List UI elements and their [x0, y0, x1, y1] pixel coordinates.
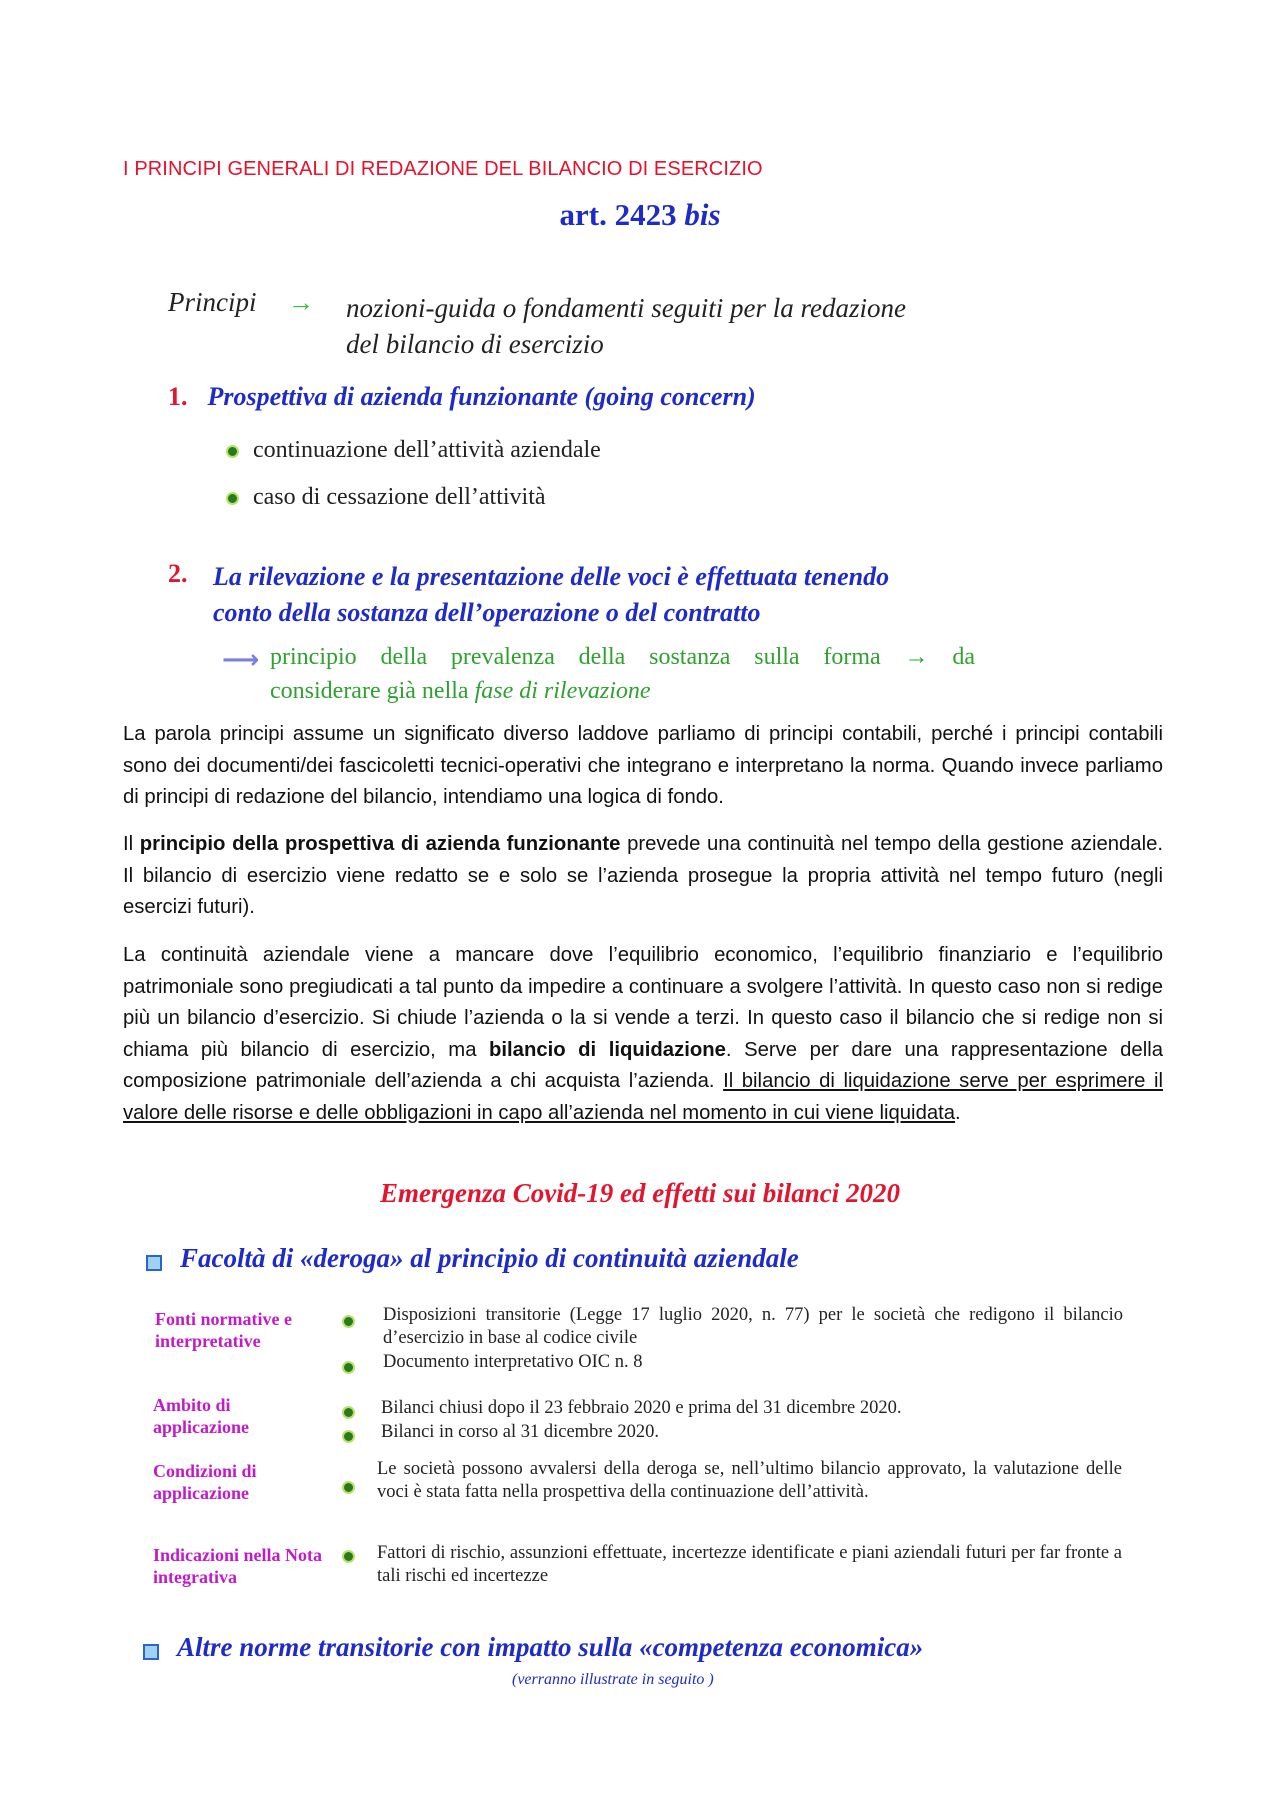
- principi-definition-line1: nozioni-guida o fondamenti seguiti per la redazione: [346, 293, 906, 323]
- principle-1: [168, 379, 756, 415]
- row-label-indicazioni: Indicazioni nella Nota integrativa: [153, 1545, 323, 1587]
- row-item-fonti-1: Disposizioni transitorie (Legge 17 luglio 2020, n. 77) per le società che redigono il bilancio d’esercizio in base al codice civile: [383, 1305, 1123, 1348]
- principle-1-bullet: continuazione dell’attività aziendale: [226, 437, 601, 464]
- row-item-ambito-1: Bilanci chiusi dopo il 23 febbraio 2020 e prima del 31 dicembre 2020.: [381, 1398, 902, 1418]
- bullet-dot-icon: [342, 1479, 369, 1497]
- bullet-dot-icon: [342, 1313, 369, 1331]
- principle-1-heading: Prospettiva di azienda funzionante (going concern): [207, 382, 756, 411]
- paragraph-1: La parola principi assume un significato diverso laddove parliamo di principi contabili, perché i principi contabili sono dei documenti/dei fascicoletti tecnici-operativi che integrano e interpretano la norma. Quando invece parliamo di principi di redazione del bilancio, intendiamo una logica di fondo.: [123, 723, 1163, 808]
- square-bullet-icon: [143, 1644, 159, 1660]
- covid-section-1: Facoltà di «deroga» al principio di continuità aziendale: [146, 1243, 799, 1274]
- principi-definition-line2: del bilancio di esercizio: [346, 329, 604, 359]
- bullet-dot-icon: [226, 492, 239, 505]
- covid-title: Emergenza Covid-19 ed effetti sui bilanci 2020: [380, 1178, 900, 1208]
- covid-section-2: Altre norme transitorie con impatto sulla «competenza economica»: [143, 1632, 923, 1663]
- principle-1-number: 1.: [168, 382, 188, 411]
- principle-2-number-wrap: [168, 559, 188, 589]
- paragraph-3: La continuità aziendale viene a mancare dove l’equilibrio economico, l’equilibrio finanziario e l’equilibrio patrimoniale sono pregiudicati a tal punto da impedire a continuare a svolgere l’attività. In questo caso non si redige più un bilancio d’esercizio. Si chiude l’azienda o la si vende a terzi. In questo caso il bilancio che si redige non si chiama più bilancio di esercizio, ma bilancio di liquidazione. Serve per dare una rappresentazione della composizione patrimoniale dell’azienda a chi acquista l’azienda. Il bilancio di liquidazione serve per esprimere il valore delle risorse e delle obbligazioni in capo all’azienda nel momento in cui viene liquidata.: [123, 944, 1163, 1124]
- bullet-dot-icon: [342, 1548, 369, 1566]
- row-item-fonti-2: Documento interpretativo OIC n. 8: [383, 1352, 643, 1372]
- bullet-dot-icon: [226, 445, 239, 458]
- paragraph-2: Il principio della prospettiva di azienda funzionante prevede una continuità nel tempo della gestione aziendale. Il bilancio di esercizio viene redatto se e solo se l’azienda prosegue la propria attività nel tempo futuro (negli esercizi futuri).: [123, 833, 1163, 918]
- bullet-dot-icon: [342, 1428, 369, 1446]
- row-label-condizioni: Condizioni di applicazione: [153, 1461, 257, 1503]
- square-bullet-icon: [146, 1255, 162, 1271]
- principle-2-number: 2.: [168, 559, 188, 588]
- row-item-ambito-2: Bilanci in corso al 31 dicembre 2020.: [381, 1422, 659, 1442]
- bullet-dot-icon: [342, 1404, 369, 1422]
- principle-1-bullet: caso di cessazione dell’attività: [226, 484, 546, 511]
- principle-2-heading: La rilevazione e la presentazione delle voci è effettuata tenendo conto della sostanza dell’operazione o del contratto: [213, 562, 890, 627]
- row-item-indicazioni-1: Fattori di rischio, assunzioni effettuate, incertezze identificate e piani aziendali futuri per far fronte a tali rischi ed incertezze: [377, 1543, 1122, 1586]
- document-title: I PRINCIPI GENERALI DI REDAZIONE DEL BILANCIO DI ESERCIZIO: [123, 158, 763, 180]
- row-item-condizioni-1: Le società possono avvalersi della deroga se, nell’ultimo bilancio approvato, la valutazione delle voci è stata fatta nella prospettiva della continuazione dell’attività.: [377, 1459, 1122, 1502]
- article-heading: [0, 197, 1280, 233]
- principi-definition: [346, 290, 1046, 362]
- long-arrow-icon: ⟶: [222, 644, 260, 674]
- article-suffix: bis: [684, 197, 721, 232]
- article-prefix: art. 2423: [559, 197, 677, 232]
- principle-2-note-line1: principio della prevalenza della sostanza sulla forma → da: [270, 644, 975, 670]
- section-2-note: (verranno illustrate in seguito ): [512, 1671, 714, 1688]
- row-label-fonti: Fonti normative e interpretative: [155, 1309, 292, 1351]
- principle-2-note-line2: considerare già nella fase di rilevazione: [270, 678, 651, 704]
- principi-label: Principi: [168, 287, 257, 317]
- principle-2-note: [270, 640, 975, 708]
- row-label-ambito: Ambito di applicazione: [153, 1395, 250, 1437]
- bullet-dot-icon: [342, 1359, 369, 1377]
- right-arrow-icon: →: [288, 287, 314, 317]
